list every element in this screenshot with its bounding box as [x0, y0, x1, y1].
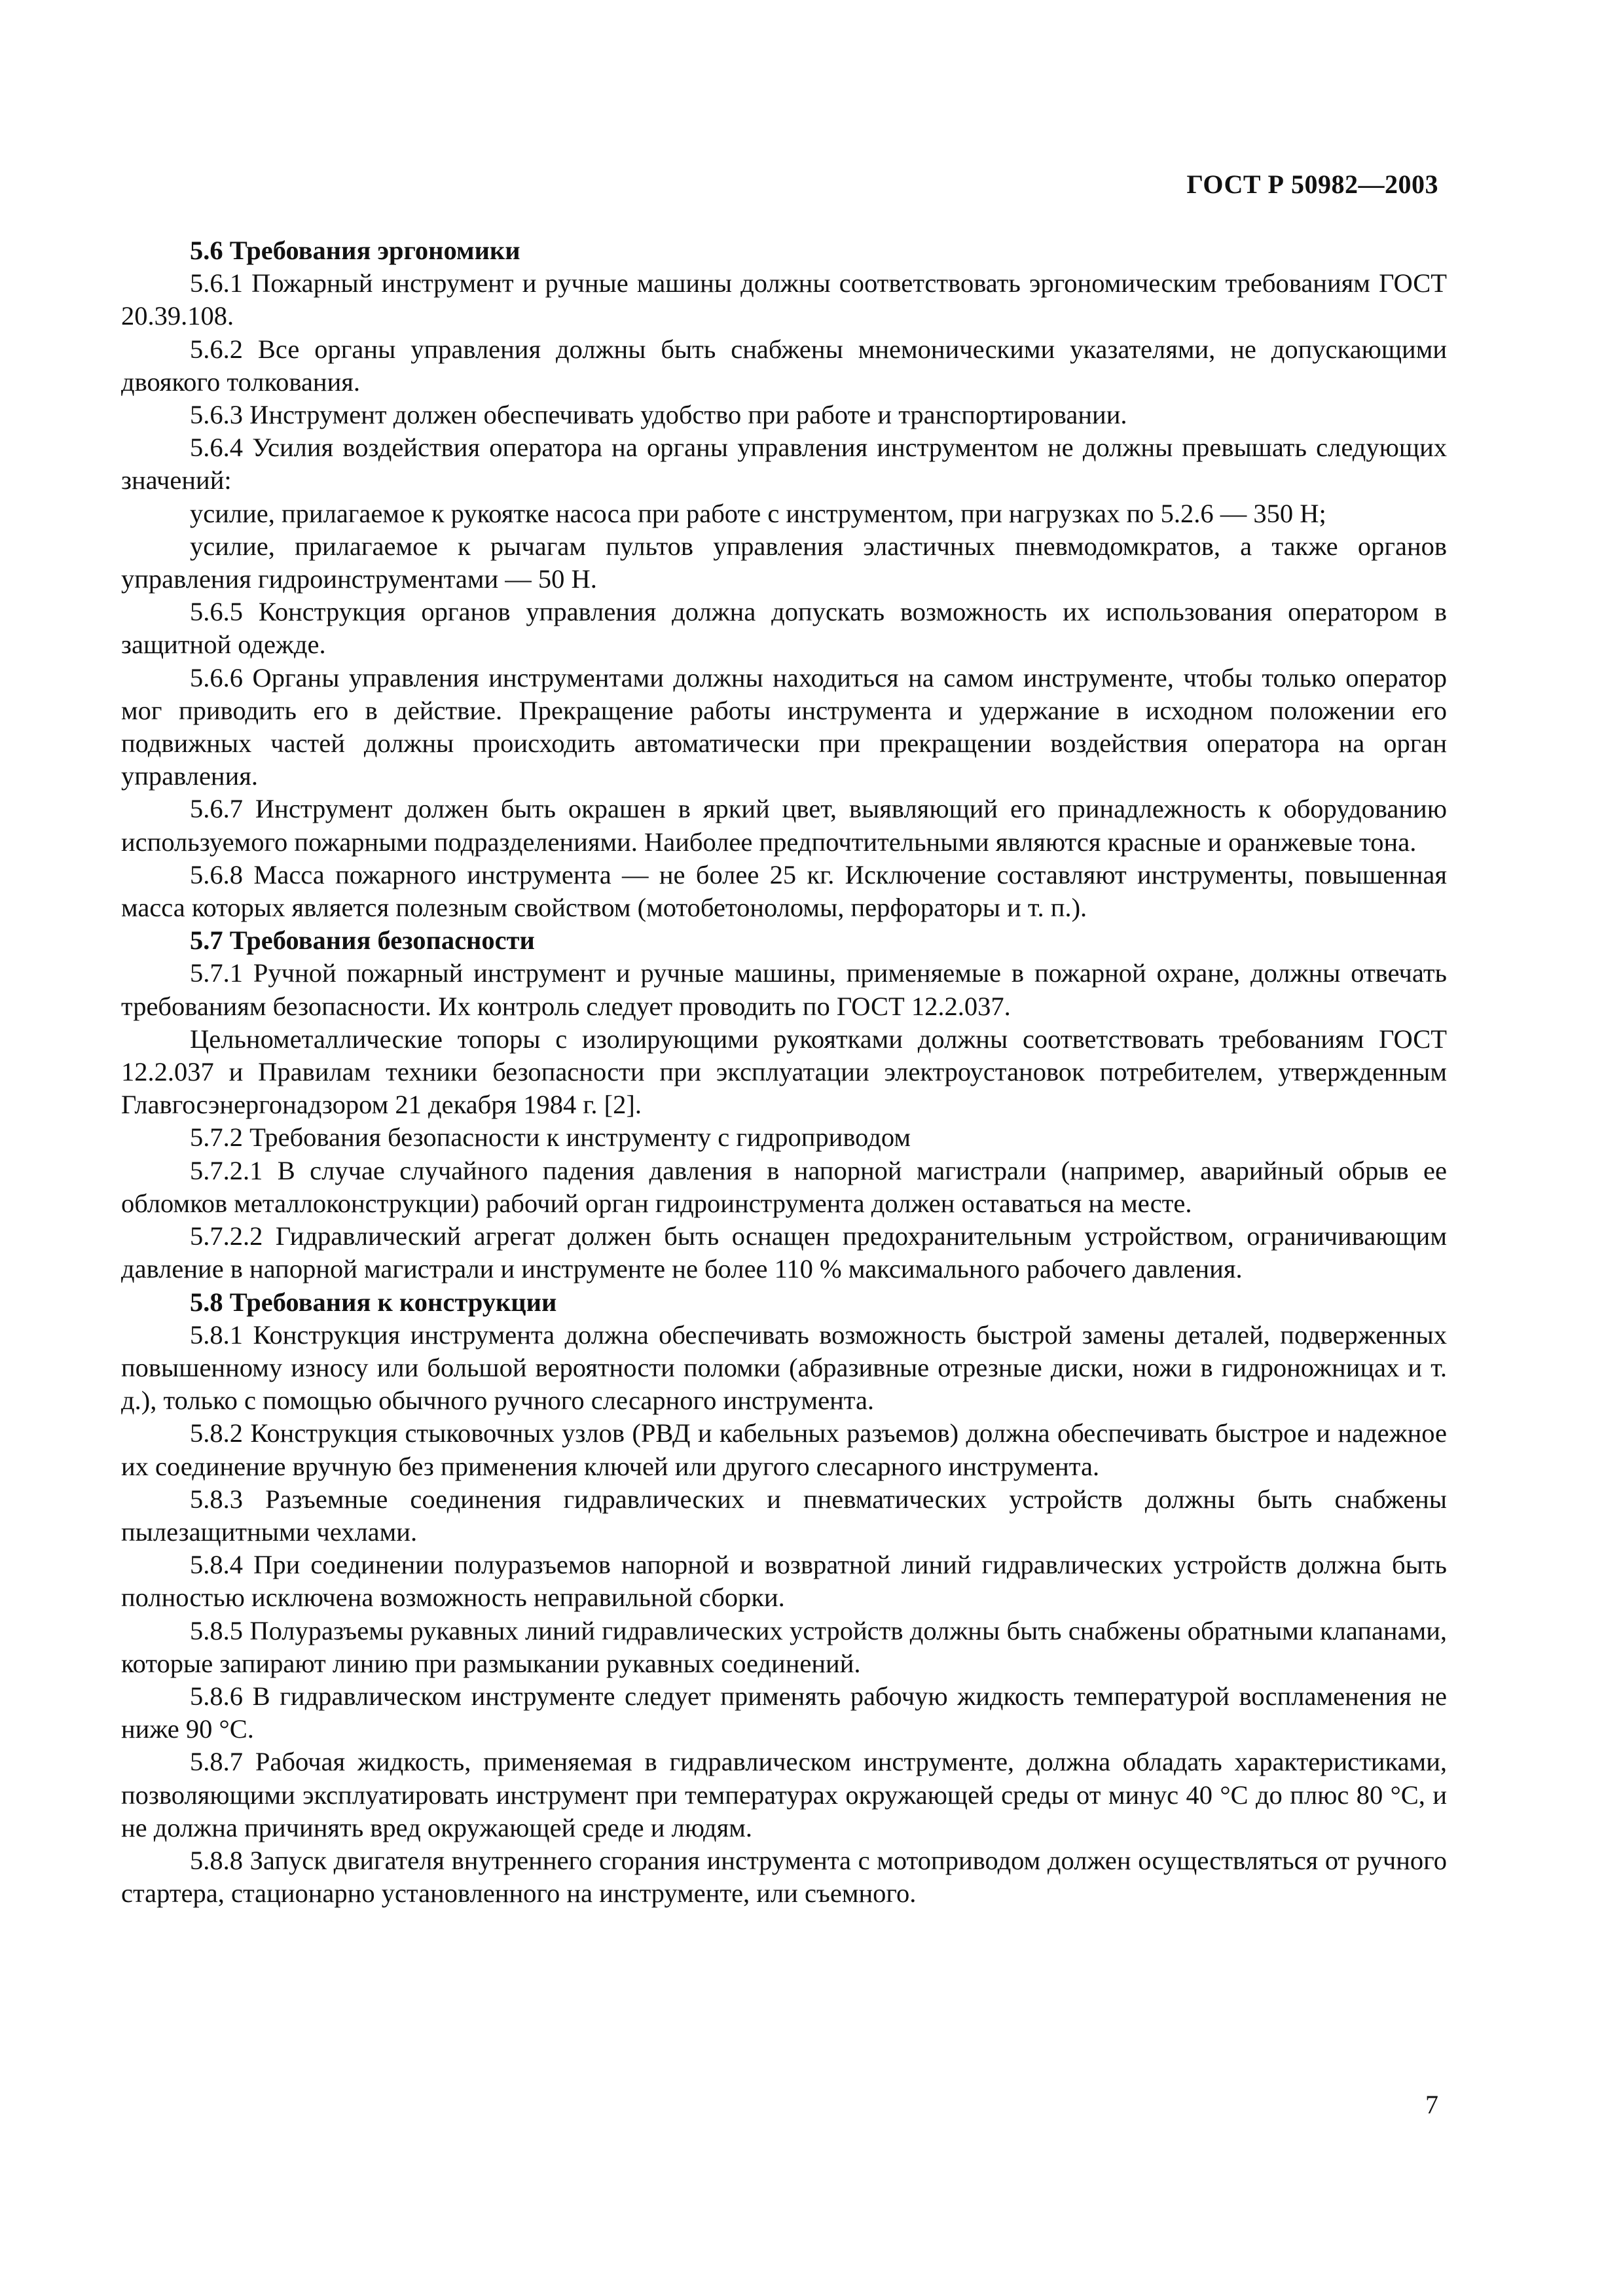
- document-body: [121, 234, 1447, 1910]
- paragraph: усилие, прилагаемое к рукоятке насоса при работе с инструментом, при нагрузках по 5.2.6 — 350 Н;: [190, 498, 1326, 528]
- paragraph: Цельнометаллические топоры с изолирующими рукоятками должны соответствовать требованиям ГОСТ 12.2.037 и Правилам техники безопасности при эксплуатации электроустановок потребителем, утвержденным Главгосэнергонадзором 21 декабря 1984 г. [2].: [121, 1024, 1447, 1120]
- paragraph: 5.8.6 В гидравлическом инструменте следует применять рабочую жидкость температурой воспламенения не ниже 90 °С.: [121, 1681, 1447, 1744]
- paragraph: 5.8.7 Рабочая жидкость, применяемая в гидравлическом инструменте, должна обладать характеристиками, позволяющими эксплуатировать инструмент при температурах окружающей среды от минус 40 °С до плюс 80 °С, и не должна причинять вред окружающей среде и людям.: [121, 1747, 1447, 1842]
- paragraph: 5.8.8 Запуск двигателя внутреннего сгорания инструмента с мотоприводом должен осуществляться от ручного стартера, стационарно установленного на инструменте, или съемного.: [121, 1845, 1447, 1909]
- paragraph: 5.8.3 Разъемные соединения гидравлических и пневматических устройств должны быть снабжены пылезащитными чехлами.: [121, 1484, 1447, 1547]
- paragraph: 5.7.2.1 В случае случайного падения давления в напорной магистрали (например, аварийный обрыв ее обломков металлоконструкции) рабочий орган гидроинструмента должен оставаться на месте.: [121, 1155, 1447, 1218]
- paragraph: 5.6.7 Инструмент должен быть окрашен в яркий цвет, выявляющий его принадлежность к оборудованию используемого пожарными подразделениями. Наиболее предпочтительными являются красные и оранжевые тона.: [121, 794, 1447, 857]
- paragraph: 5.8.1 Конструкция инструмента должна обеспечивать возможность быстрой замены деталей, подверженных повышенному износу или большой вероятности поломки (абразивные отрезные диски, ножи в гидроножницах и т. д.), только с помощью обычного ручного слесарного инструмента.: [121, 1319, 1447, 1416]
- paragraph: 5.6.8 Масса пожарного инструмента — не более 25 кг. Исключение составляют инструменты, повышенная масса которых является полезным свойством (мотобетоноломы, перфораторы и т. п.).: [121, 859, 1447, 923]
- document-header: ГОСТ Р 50982—2003: [1186, 170, 1438, 199]
- section-heading: 5.8 Требования к конструкции: [190, 1287, 557, 1317]
- paragraph: 5.6.1 Пожарный инструмент и ручные машины должны соответствовать эргономическим требованиям ГОСТ 20.39.108.: [121, 268, 1447, 331]
- paragraph: 5.8.5 Полуразъемы рукавных линий гидравлических устройств должны быть снабжены обратными клапанами, которые запирают линию при размыкании рукавных соединений.: [121, 1615, 1447, 1678]
- paragraph: 5.8.2 Конструкция стыковочных узлов (РВД и кабельных разъемов) должна обеспечивать быстрое и надежное их соединение вручную без применения ключей или другого слесарного инструмента.: [121, 1418, 1447, 1481]
- paragraph: 5.7.2.2 Гидравлический агрегат должен быть оснащен предохранительным устройством, ограничивающим давление в напорной магистрали и инструменте не более 110 % максимального рабочего давления.: [121, 1221, 1447, 1284]
- paragraph: 5.6.3 Инструмент должен обеспечивать удобство при работе и транспортировании.: [190, 400, 1127, 430]
- paragraph: 5.7.1 Ручной пожарный инструмент и ручные машины, применяемые в пожарной охране, должны отвечать требованиям безопасности. Их контроль следует проводить по ГОСТ 12.2.037.: [121, 958, 1447, 1021]
- paragraph: 5.6.2 Все органы управления должны быть снабжены мнемоническими указателями, не допускающими двоякого толкования.: [121, 334, 1447, 397]
- paragraph: 5.6.5 Конструкция органов управления должна допускать возможность их использования оператором в защитной одежде.: [121, 597, 1447, 660]
- section-heading: 5.6 Требования эргономики: [190, 236, 520, 265]
- page-number: 7: [1425, 2090, 1438, 2119]
- section-heading: 5.7 Требования безопасности: [190, 925, 535, 956]
- paragraph: 5.8.4 При соединении полуразъемов напорной и возвратной линий гидравлических устройств должна быть полностью исключена возможность неправильной сборки.: [121, 1550, 1447, 1613]
- paragraph: усилие, прилагаемое к рычагам пультов управления эластичных пневмодомкратов, а также органов управления гидроинструментами — 50 Н.: [121, 531, 1447, 594]
- paragraph: 5.7.2 Требования безопасности к инструменту с гидроприводом: [190, 1122, 911, 1153]
- paragraph: 5.6.6 Органы управления инструментами должны находиться на самом инструменте, чтобы только оператор мог приводить его в действие. Прекращение работы инструмента и удержание в исходном положении его подвижных частей должны происходить автоматически при прекращении воздействия оператора на орган управления.: [121, 662, 1447, 791]
- paragraph: 5.6.4 Усилия воздействия оператора на органы управления инструментом не должны превышать следующих значений:: [121, 433, 1447, 495]
